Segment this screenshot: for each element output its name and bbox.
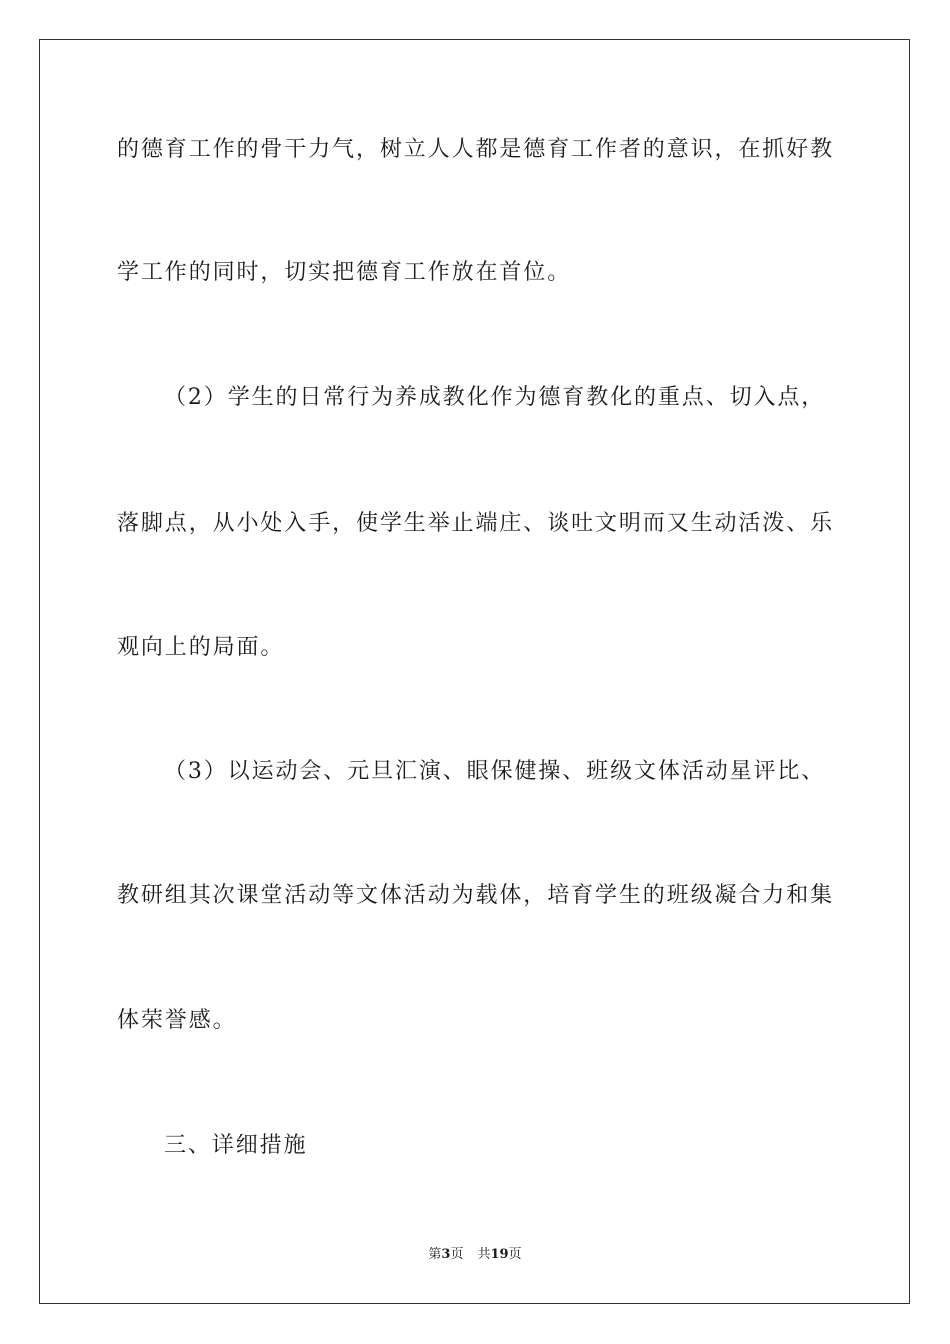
paragraph-2-line-1: （2）学生的日常行为养成教化作为德育教化的重点、切入点， [164,385,826,410]
footer-total-pages: 19 [490,1247,509,1262]
footer-current-page: 3 [441,1247,451,1262]
body-line-1: 的德育工作的骨干力气，树立人人都是德育工作者的意识，在抓好教 [117,137,835,162]
paragraph-3-line-2: 教研组其次课堂活动等文体活动为载体，培育学生的班级凝合力和集 [117,883,835,908]
page-border [39,39,910,1304]
paragraph-2-line-3: 观向上的局面。 [117,635,285,660]
body-line-2: 学工作的同时，切实把德育工作放在首位。 [117,260,572,285]
page-footer [0,1246,950,1264]
paragraph-2-line-2: 落脚点，从小处入手，使学生举止端庄、谈吐文明而又生动活泼、乐 [117,511,835,536]
section-heading: 三、详细措施 [164,1133,308,1158]
footer-page-suffix: 页 [450,1247,464,1262]
paragraph-3-line-3: 体荣誉感。 [117,1008,237,1033]
footer-page-prefix: 第 [428,1247,442,1262]
footer-total-suffix: 页 [508,1247,522,1262]
footer-total-prefix: 共 [477,1247,491,1262]
paragraph-3-line-1: （3）以运动会、元旦汇演、眼保健操、班级文体活动星评比、 [164,759,826,784]
